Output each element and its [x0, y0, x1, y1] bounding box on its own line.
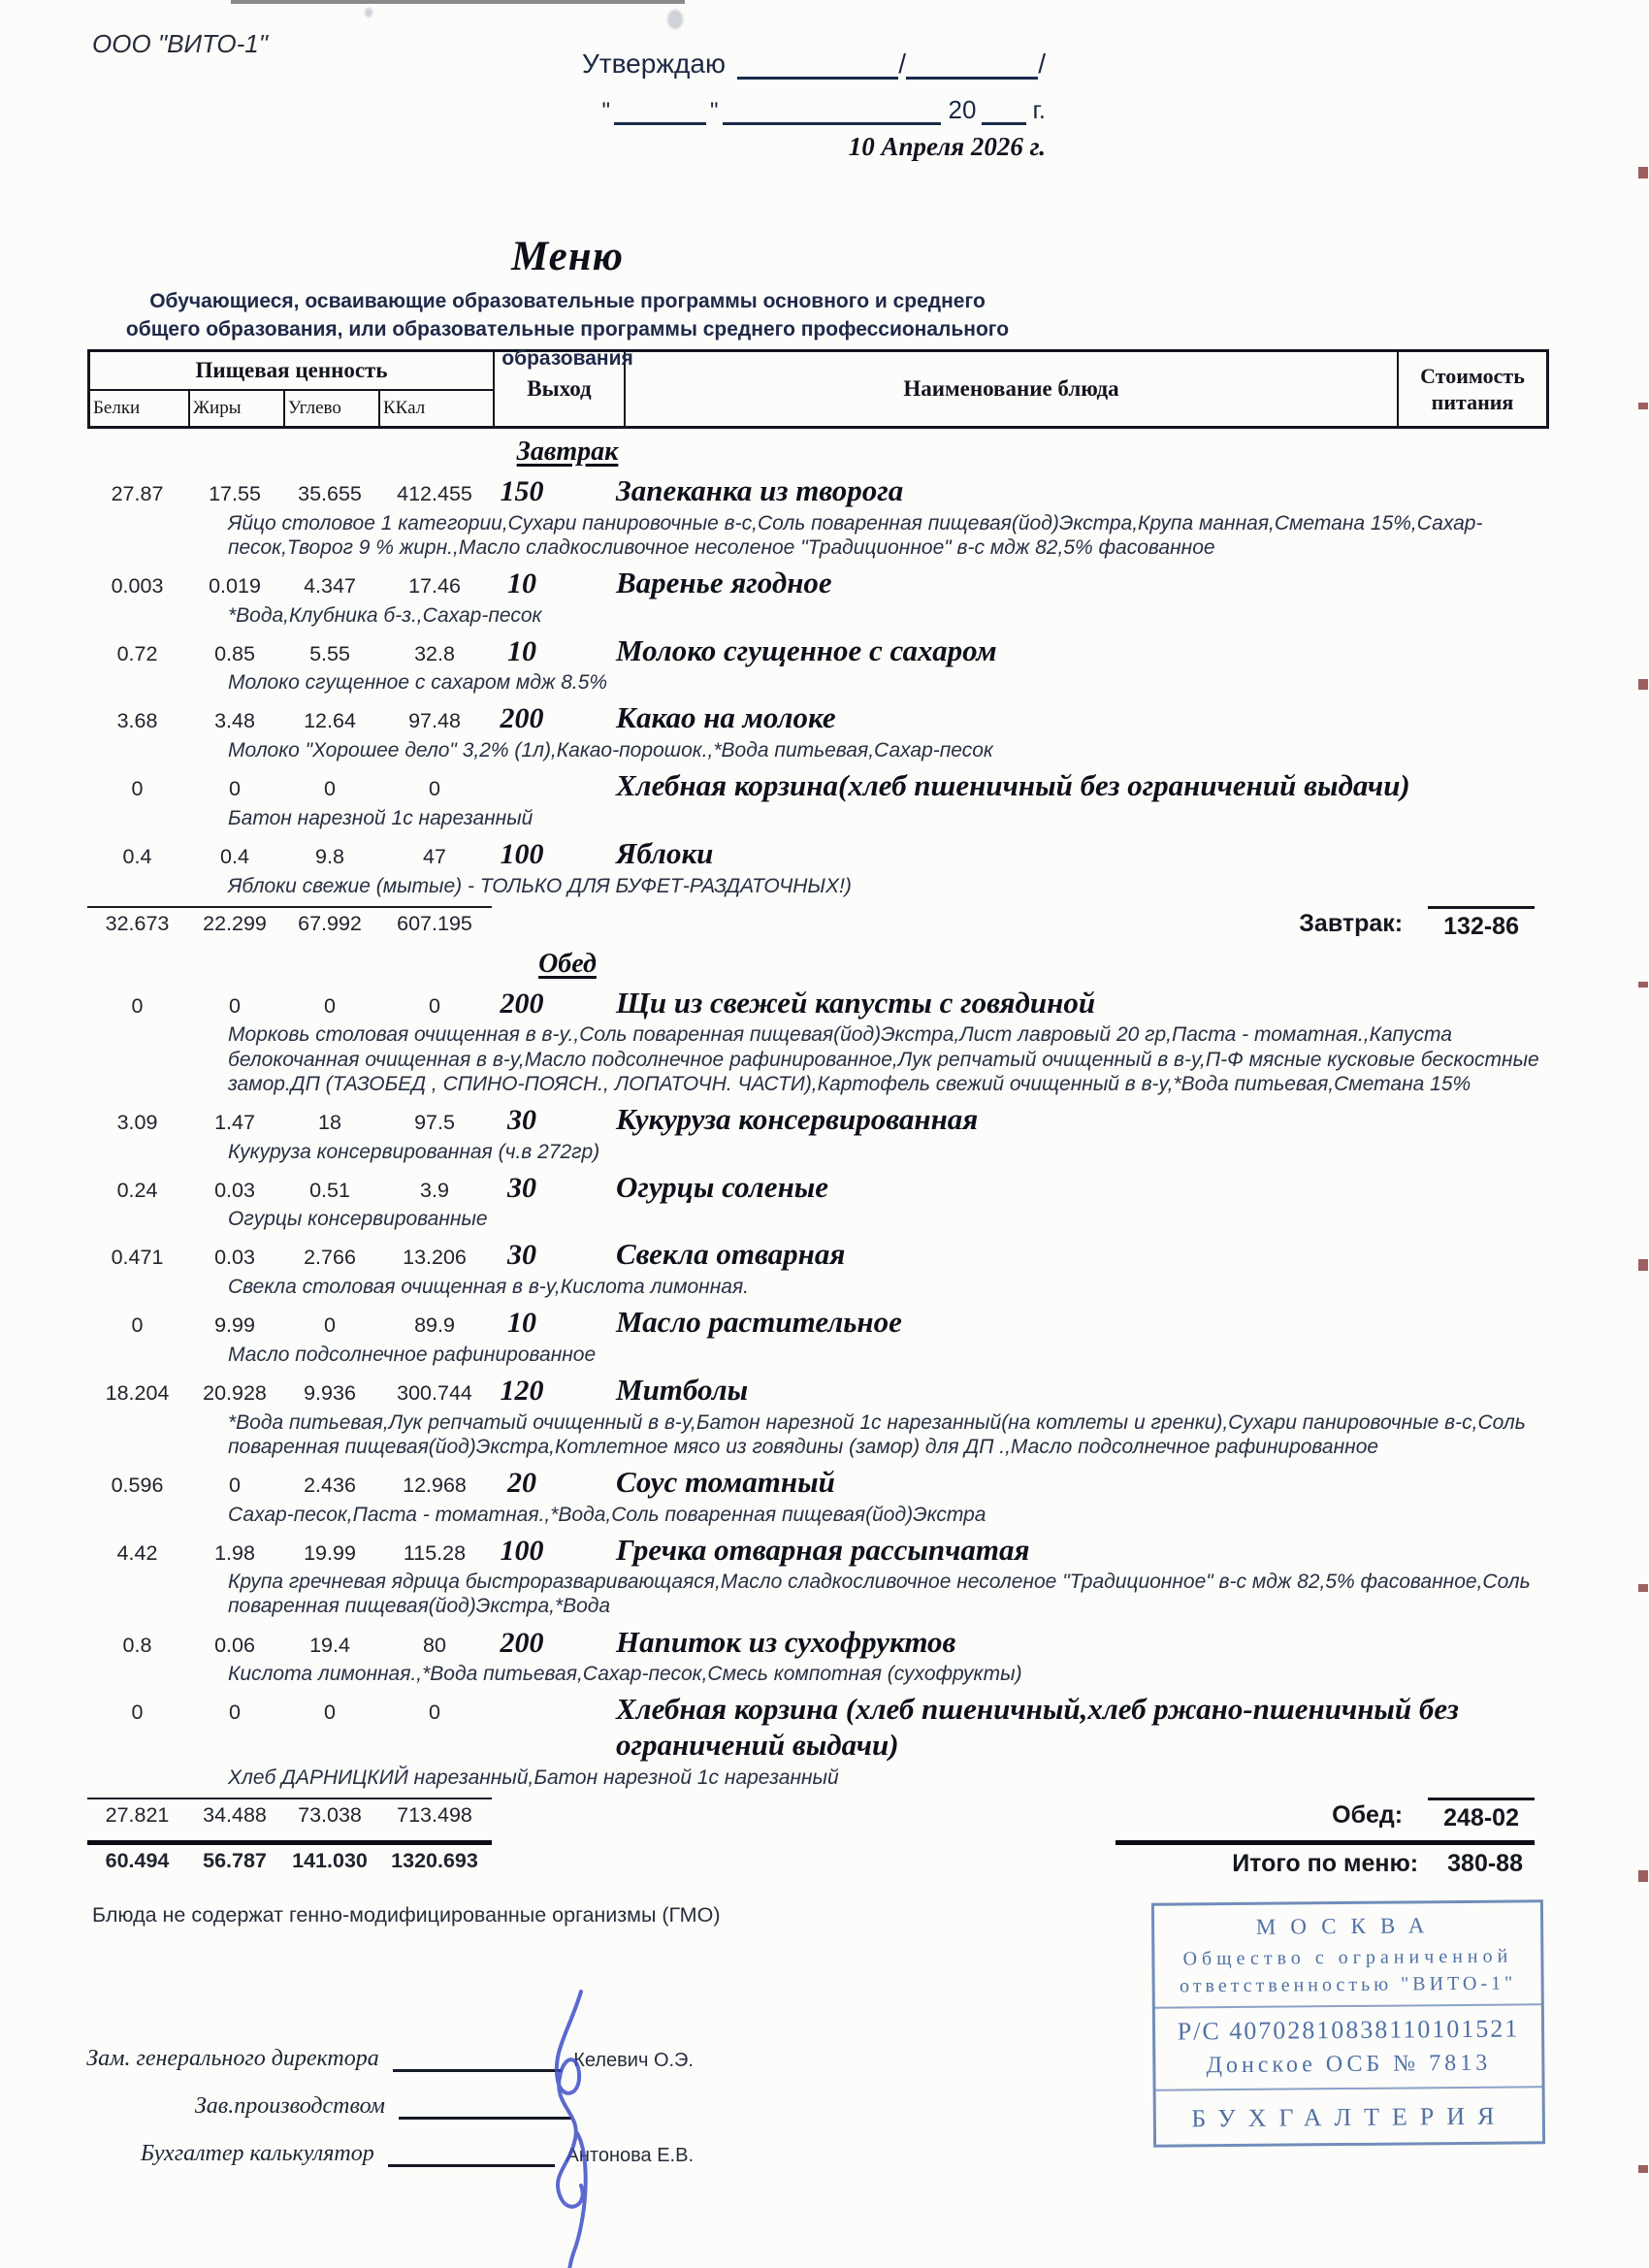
- nutrition-value: 12.64: [304, 709, 356, 733]
- meal-total-value: 27.821: [105, 1802, 170, 1827]
- scan-artifact: [1638, 1259, 1648, 1271]
- month-blank: [723, 99, 941, 125]
- nutrition-value: 9.8: [315, 845, 344, 869]
- stamp-department: БУХГАЛТЕРИЯ: [1191, 2101, 1507, 2133]
- year-blank: [982, 99, 1026, 125]
- grand-total-line: [87, 1840, 1535, 1878]
- year-prefix: 20: [948, 95, 977, 124]
- nutrition-value: 97.48: [408, 709, 461, 733]
- dish-ingredients: Батон нарезной 1с нарезанный: [228, 806, 534, 829]
- meal-total-cost: 132-86: [1428, 906, 1535, 941]
- dish-output: 200: [500, 987, 544, 1020]
- nutrition-value: 0.4: [122, 845, 152, 869]
- signature-role: Бухгалтер калькулятор: [140, 2140, 374, 2166]
- signature-name: Антонова Е.В.: [566, 2144, 694, 2166]
- subtitle: Обучающиеся, осваивающие образовательные программы основного и среднего общего образования, или образовательные программы среднего профессионального образования: [125, 290, 1010, 370]
- stamp-bank: Донское ОСБ № 7813: [1206, 2050, 1492, 2079]
- dish-ingredients: Крупа гречневая ядрица быстроразваривающаяся,Масло сладкосливочное несоленое "Традиционное" в-с мдж 82,5% фасованное,Соль поваренная пищевая(йод)Экстра,*Вода: [228, 1571, 1531, 1618]
- signature-row: [73, 2139, 694, 2167]
- slash: /: [898, 49, 906, 79]
- nutrition-value: 18: [318, 1110, 341, 1134]
- nutrition-value: 0.471: [111, 1246, 164, 1270]
- signature-line: [399, 2091, 571, 2120]
- nutrition-value: 0.003: [111, 573, 164, 598]
- dish-output: 20: [507, 1466, 536, 1499]
- meal-total-value: 713.498: [397, 1802, 472, 1827]
- grand-total-label: Итого по меню:: [1232, 1849, 1419, 1877]
- meal-total: [1332, 1798, 1535, 1832]
- dish-output: 150: [500, 475, 544, 507]
- dish-row: [87, 1465, 1649, 1501]
- dish-ingredients: *Вода,Клубника б-з.,Сахар-песок: [228, 603, 542, 627]
- nutrition-value: 0: [324, 777, 336, 801]
- dish-ingredients: Молоко "Хорошее дело" 3,2% (1л),Какао-порошок.,*Вода питьевая,Сахар-песок: [228, 739, 993, 762]
- signature-role: Зам. генерального директора: [86, 2045, 379, 2071]
- nutrition-value: 0: [131, 1313, 144, 1338]
- stamp-account-section: [1155, 2005, 1542, 2090]
- nutrition-value: 0.06: [214, 1633, 255, 1657]
- day-blank: [614, 99, 706, 125]
- dish-output: 10: [507, 567, 536, 599]
- signature-line: [393, 2044, 563, 2072]
- grand-total-values: [87, 1840, 492, 1873]
- nutrition-value: 35.655: [298, 482, 362, 505]
- dish-row: [87, 986, 1649, 1021]
- dish-row: [87, 1102, 1649, 1138]
- dish-ingredients: Масло подсолнечное рафинированное: [228, 1343, 597, 1366]
- nutrition-value: 97.5: [414, 1110, 455, 1134]
- meal-totals-values: [87, 1798, 492, 1828]
- dish-name: Молоко сгущенное с сахаром: [616, 632, 997, 667]
- dish-ingredients: *Вода питьевая,Лук репчатый очищенный в в-у,Батон нарезной 1с нарезанный(на котлеты и гренки),Сухари панировочные в-с,Соль поваренная пищевая(йод)Экстра,Котлетное мясо из говядины (замор) для ДП .,Масло подсолнечное рафинированное: [228, 1410, 1526, 1458]
- col-protein: Белки: [90, 391, 190, 426]
- nutrition-value: 0.03: [214, 1246, 255, 1270]
- dish-row: [87, 1533, 1649, 1569]
- dish-row: [87, 768, 1649, 804]
- dish-output: 200: [500, 1626, 544, 1659]
- handwritten-signature: [496, 1986, 631, 2268]
- dish-name: Хлебная корзина(хлеб пшеничный без ограничений выдачи): [616, 768, 1410, 803]
- nutrition-value: 0: [229, 1701, 241, 1725]
- meal-total-value: 32.673: [105, 911, 170, 935]
- approve-block: [582, 49, 1046, 125]
- meal-total-value: 67.992: [298, 911, 362, 935]
- menu-date: 10 Апреля 2026 г.: [848, 132, 1046, 161]
- nutrition-value: 3.9: [420, 1178, 449, 1202]
- gmo-note: Блюда не содержат генно-модифицированные организмы (ГМО): [92, 1902, 721, 1927]
- nutrition-value: 0: [229, 1473, 241, 1497]
- nutrition-value: 4.347: [304, 573, 356, 598]
- grand-total-value: 60.494: [105, 1848, 170, 1872]
- dish-name: Гречка отварная рассыпчатая: [616, 1532, 1030, 1567]
- slash: /: [1038, 49, 1046, 79]
- nutrition-value: 0.03: [214, 1178, 255, 1202]
- nutrition-value: 47: [423, 845, 446, 869]
- quote-mark: ": [710, 98, 719, 124]
- dish-ingredients: Свекла столовая очищенная в в-у,Кислота лимонная.: [228, 1276, 749, 1299]
- dish-row: [87, 836, 1649, 872]
- dish-row: [87, 1170, 1649, 1206]
- signature-blank: [737, 53, 898, 80]
- meal-total-cost: 248-02: [1428, 1798, 1535, 1832]
- dish-name: Какао на молоке: [616, 700, 836, 735]
- quote-mark: ": [601, 98, 610, 124]
- meals: [0, 437, 1649, 1832]
- meal-total-label: Обед:: [1332, 1800, 1404, 1829]
- dish-ingredients: Молоко сгущенное с сахаром мдж 8.5%: [228, 671, 608, 695]
- dish-row: [87, 633, 1649, 669]
- dish-name: Напиток из сухофруктов: [616, 1624, 956, 1659]
- col-carbs: Углево: [285, 391, 380, 426]
- name-blank: [906, 53, 1038, 80]
- grand-total: [1116, 1840, 1535, 1878]
- grand-total-value: 56.787: [203, 1848, 267, 1872]
- nutrition-value: 0: [229, 777, 241, 801]
- dish-row: [87, 473, 1649, 509]
- nutrition-value: 0: [131, 993, 144, 1018]
- approve-label: Утверждаю: [582, 49, 726, 79]
- grand-total-cost: 380-88: [1447, 1849, 1523, 1877]
- dish-output: 100: [500, 1534, 544, 1567]
- nutrition-value: 27.87: [111, 482, 164, 505]
- nutrition-value: 89.9: [414, 1313, 455, 1338]
- nutrition-value: 18.204: [105, 1380, 170, 1405]
- meal-total-value: 607.195: [397, 911, 472, 935]
- dish-name: Соус томатный: [616, 1464, 835, 1499]
- nutrition-value: 17.46: [408, 573, 461, 598]
- dish-row: [87, 1305, 1649, 1341]
- dish-name: Хлебная корзина (хлеб пшеничный,хлеб ржано-пшеничный без ограничений выдачи): [616, 1692, 1459, 1762]
- dish-output: 200: [500, 702, 544, 735]
- scan-artifact: [1638, 403, 1648, 409]
- dish-name: Огурцы соленые: [616, 1169, 829, 1204]
- col-dish-name: Наименование блюда: [626, 352, 1399, 426]
- nutrition-value: 9.99: [214, 1313, 255, 1338]
- nutrition-value: 0: [429, 1701, 440, 1725]
- stamp-company-line2: ответственностью "ВИТО-1": [1179, 1972, 1517, 1997]
- meal-heading: Завтрак: [516, 437, 619, 467]
- meal-totals-line: [87, 1798, 1535, 1832]
- dish-ingredients: Сахар-песок,Паста - томатная.,*Вода,Соль поваренная пищевая(йод)Экстра: [228, 1503, 986, 1526]
- dish-row: [87, 566, 1649, 601]
- nutrition-value: 32.8: [414, 641, 455, 665]
- stamp-company-line1: Общество с ограниченной: [1182, 1945, 1513, 1970]
- nutrition-value: 20.928: [203, 1380, 267, 1405]
- dish-ingredients: Кислота лимонная.,*Вода питьевая,Сахар-песок,Смесь компотная (сухофрукты): [228, 1663, 1022, 1686]
- signatures: [73, 2044, 694, 2167]
- col-output: Выход: [495, 352, 626, 426]
- dish-output: 10: [507, 634, 536, 667]
- dish-ingredients: Морковь столовая очищенная в в-у.,Соль поваренная пищевая(йод)Экстра,Лист лавровый 20 гр,Паста - томатная.,Капуста белокочанная очищенная в в-у,Масло подсолнечное рафинированное,Лук репчатый очищенный в в-у,П-Ф мясные кусковые бескостные замор.ДП (ТАЗОБЕД , СПИНО-ПОЯСН., ЛОПАТОЧН. ЧАСТИ),Картофель свежий очищенный в в-у,*Вода питьевая,Сметана 15%: [228, 1023, 1539, 1095]
- nutrition-value: 0: [229, 993, 241, 1018]
- dish-output: 120: [500, 1374, 544, 1407]
- nutrition-value: 1.98: [214, 1540, 255, 1565]
- meal-totals-line: [87, 906, 1535, 941]
- dish-name: Варенье ягодное: [616, 565, 832, 599]
- dish-row: [87, 1237, 1649, 1273]
- dish-output: 30: [507, 1239, 536, 1272]
- nutrition-value: 9.936: [304, 1380, 356, 1405]
- approve-date-line: [582, 95, 1046, 125]
- dish-output: 10: [507, 1307, 536, 1340]
- nutrition-value: 0.51: [309, 1178, 350, 1202]
- nutrition-value: 0.596: [111, 1473, 164, 1497]
- nutrition-value: 0: [131, 1701, 144, 1725]
- nutrition-value: 0: [131, 777, 144, 801]
- meal-heading: Обед: [538, 948, 597, 979]
- nutrition-value: 115.28: [403, 1540, 467, 1565]
- dish-output: 30: [507, 1171, 536, 1204]
- nutrition-value: 19.4: [309, 1633, 350, 1657]
- nutrition-value: 13.206: [403, 1246, 467, 1270]
- dish-row: [87, 1692, 1649, 1763]
- nutrition-value: 12.968: [403, 1473, 467, 1497]
- grand-total-value: 141.030: [292, 1848, 368, 1872]
- dish-name: Свекла отварная: [616, 1237, 846, 1272]
- nutrition-value: 0.8: [122, 1633, 152, 1657]
- signature-role: Зав.производством: [194, 2092, 385, 2119]
- company-stamp: [1151, 1899, 1545, 2148]
- scan-artifact: [1638, 679, 1648, 690]
- nutrition-value: 300.744: [397, 1380, 472, 1405]
- dish-name: Кукуруза консервированная: [616, 1101, 979, 1136]
- scan-artifact: [1638, 1584, 1648, 1592]
- org-name: ООО "ВИТО-1": [92, 29, 268, 58]
- signature-row: [73, 2044, 694, 2072]
- scan-artifact: [1638, 982, 1648, 988]
- nutrition-value: 0.4: [220, 845, 249, 869]
- nutrition-value: 1.47: [214, 1110, 255, 1134]
- nutrition-value: 80: [423, 1633, 446, 1657]
- nutrition-value: 2.436: [304, 1473, 356, 1497]
- nutrition-value: 0: [429, 777, 440, 801]
- dish-ingredients: Яблоки свежие (мытые) - ТОЛЬКО ДЛЯ БУФЕТ-РАЗДАТОЧНЫХ!): [228, 874, 852, 897]
- signature-name: Келевич О.Э.: [573, 2049, 694, 2071]
- nutrition-value: 0: [324, 993, 336, 1018]
- col-fat: Жиры: [190, 391, 285, 426]
- page-title: Меню: [511, 234, 624, 279]
- nutrition-value: 2.766: [304, 1246, 356, 1270]
- dish-output: 100: [500, 838, 544, 871]
- nutrition-value: 3.48: [214, 709, 255, 733]
- nutrition-value: 0.72: [116, 641, 158, 665]
- dish-ingredients: Кукуруза консервированная (ч.в 272гр): [228, 1140, 600, 1163]
- grand-total-value: 1320.693: [391, 1848, 478, 1872]
- nutrition-value: 5.55: [309, 641, 350, 665]
- nutrition-value: 3.68: [116, 709, 158, 733]
- nutrition-value: 0: [324, 1313, 336, 1338]
- meal-section: [0, 437, 1649, 941]
- col-nutrition: Пищевая ценность: [90, 352, 495, 391]
- nutrition-value: 0: [324, 1701, 336, 1725]
- dish-row: [87, 1625, 1649, 1661]
- dish-name: Запеканка из творога: [616, 473, 904, 507]
- dish-row: [87, 1373, 1649, 1409]
- nutrition-value: 0.85: [214, 641, 255, 665]
- nutrition-value: 0: [429, 993, 440, 1018]
- nutrition-value: 0.019: [209, 573, 261, 598]
- dish-output: 30: [507, 1103, 536, 1136]
- dish-name: Яблоки: [616, 836, 714, 871]
- dish-ingredients: Огурцы консервированные: [228, 1208, 488, 1231]
- meal-total-value: 73.038: [298, 1802, 362, 1827]
- signature-line: [388, 2139, 555, 2167]
- scan-artifact: [1638, 1870, 1648, 1882]
- meal-total-value: 22.299: [203, 911, 267, 935]
- nutrition-value: 0.24: [116, 1178, 158, 1202]
- approve-line: [582, 49, 1046, 80]
- nutrition-value: 4.42: [116, 1540, 158, 1565]
- meal-total-label: Завтрак:: [1299, 909, 1404, 937]
- nutrition-value: 3.09: [116, 1110, 158, 1134]
- dish-name: Митболы: [616, 1372, 749, 1407]
- signature-row: [73, 2091, 694, 2120]
- meal-totals-values: [87, 906, 492, 936]
- stamp-account: Р/С 40702810838110101521: [1177, 2014, 1520, 2046]
- nutrition-value: 17.55: [209, 482, 261, 505]
- dish-name: Щи из свежей капусты с говядиной: [616, 985, 1096, 1020]
- meal-total: [1299, 906, 1535, 941]
- dish-ingredients: Хлеб ДАРНИЦКИЙ нарезанный,Батон нарезной 1с нарезанный: [228, 1766, 839, 1789]
- dish-name: Масло растительное: [616, 1305, 902, 1340]
- year-suffix: г.: [1032, 95, 1046, 124]
- dish-row: [87, 700, 1649, 736]
- stamp-top-section: [1154, 1902, 1541, 2008]
- stamp-city: МОСКВА: [1255, 1912, 1439, 1939]
- dish-ingredients: Яйцо столовое 1 категории,Сухари панировочные в-с,Соль поваренная пищевая(йод)Экстра,Крупа манная,Сметана 15%,Сахар-песок,Творог 9 % жирн.,Масло сладкосливочное несоленое "Традиционное" в-с мдж 82,5% фасованное: [228, 511, 1483, 559]
- nutrition-value: 412.455: [397, 482, 472, 505]
- meal-total-value: 34.488: [203, 1802, 267, 1827]
- meal-section: [0, 949, 1649, 1832]
- document-footer: [0, 1903, 1649, 2167]
- nutrition-value: 19.99: [304, 1540, 356, 1565]
- col-cost: Стоимость питания: [1420, 363, 1525, 414]
- col-kcal: ККал: [380, 391, 495, 426]
